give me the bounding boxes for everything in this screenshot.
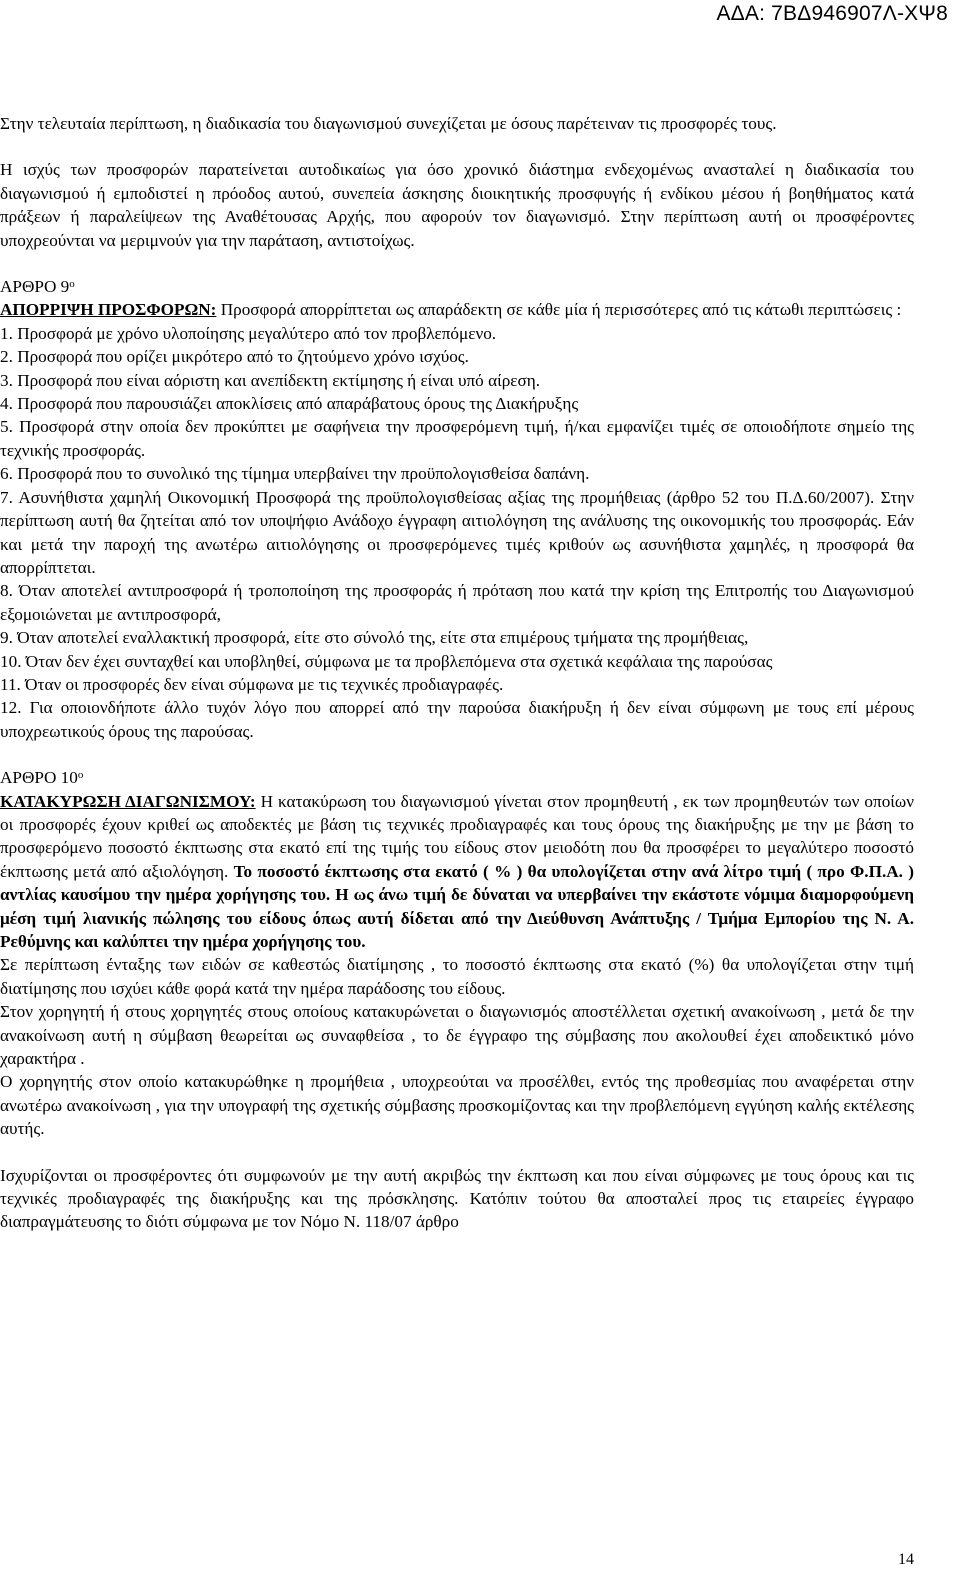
article-9-intro (0, 298, 914, 321)
page-number: 14 (898, 1551, 914, 1568)
article-10-title: ΑΡΘΡΟ 10 (0, 768, 78, 788)
article-10-paragraph-3: Στον χορηγητή ή στους χορηγητές στους οποίους κατακυρώνεται ο διαγωνισμός αποστέλλεται σχετική ανακοίνωση , μετά δε την ανακοίνωση αυτή η σύμβαση θεωρείται ως συναφθείσα , το δε έγγραφο της σύμβασης που ακολουθεί έχει αποδεικτικό μόνο χαρακτήρα . (0, 1002, 914, 1069)
list-item: 9. Όταν αποτελεί εναλλακτική προσφορά, είτε στο σύνολό της, είτε στα επιμέρους τμήματα της προμήθειας, (0, 628, 749, 648)
list-item: 5. Προσφορά στην οποία δεν προκύπτει με σαφήνεια την προσφερόμενη τιμή, ή/και εμφανίζει τιμές σε οποιοδήποτε σημείο της τεχνικής προσφοράς. (0, 417, 914, 460)
list-item: 8. Όταν αποτελεί αντιπροσφορά ή τροποποίηση της προσφοράς ή πρόταση που κατά την κρίση της Επιτροπής του Διαγωνισμού εξομοιώνεται με αντιπροσφορά, (0, 581, 914, 624)
list-item: 1. Προσφορά με χρόνο υλοποίησης μεγαλύτερο από τον προβλεπόμενο. (0, 323, 497, 343)
article-9-lead: Προσφορά απορρίπτεται ως απαράδεκτη σε κάθε μία ή περισσότερες από τις κάτωθι περιπτώσεις : (216, 300, 902, 320)
document-body (0, 112, 914, 1234)
article-10-paragraph-4: Ο χορηγητής στον οποίο κατακυρώθηκε η προμήθεια , υποχρεούται να προσέλθει, εντός της προθεσμίας που αναφέρεται στην ανωτέρω ανακοίνωση , για την υπογραφή της σχετικής σύμβασης προσκομίζοντας και την προβλεπόμενη εγγύηση καλής εκτέλεσης αυτής. (0, 1072, 914, 1139)
article-9-title: ΑΡΘΡΟ 9 (0, 277, 70, 297)
article-10-subject: ΚΑΤΑΚΥΡΩΣΗ ΔΙΑΓΩΝΙΣΜΟΥ: (0, 791, 256, 811)
article-10-paragraph-5: Ισχυρίζονται οι προσφέροντες ότι συμφωνούν με την αυτή ακριβώς την έκπτωση και που είναι σύμφωνες με τους όρους και τις τεχνικές προδιαγραφές της διακήρυξης και της πρόσκλησης. Κατόπιν τούτου θα αποσταλεί προς τις εταιρείες έγγραφο διαπραγμάτευσης το διότι σύμφωνα με τον Νόμο Ν. 118/07 άρθρο (0, 1165, 914, 1232)
list-item: 3. Προσφορά που είναι αόριστη και ανεπίδεκτη εκτίμησης ή είναι υπό αίρεση. (0, 370, 541, 390)
intro-paragraph-2: Η ισχύς των προσφορών παρατείνεται αυτοδικαίως για όσο χρονικό διάστημα ενδεχομένως ανασταλεί η διαδικασία του διαγωνισμού ή εμποδιστεί η πρόοδος αυτού, συνεπεία άσκησης διοικητικής προσφυγής ή ενδίκου μέσου ή βοηθήματος κατά πράξεων ή παραλείψεων της Αναθέτουσας Αρχής, που αφορούν τον διαγωνισμό. Στην περίπτωση αυτή οι προσφέροντες υποχρεούνται να μεριμνούν για την παράταση, αντιστοίχως. (0, 160, 914, 250)
article-10-intro (0, 790, 914, 954)
intro-paragraph-1: Στην τελευταία περίπτωση, η διαδικασία του διαγωνισμού συνεχίζεται με όσους παρέτειναν τις προσφορές τους. (0, 114, 777, 133)
article-10-bold-text: Το ποσοστό έκπτωσης στα εκατό ( % ) θα υπολογίζεται στην ανά λίτρο τιμή ( προ Φ.Π.Α. ) αντλίας καυσίμου την ημέρα χορήγησης του. Η ως άνω τιμή δε δύναται να υπερβαίνει την εκάστοτε νόμιμα διαμορφούμενη μέση τιμή λιανικής πώλησης του είδους όπως αυτή δίδεται από την Διεύθυνση Ανάπτυξης / Τμήμα Εμπορίου της Ν. Α. Ρεθύμνης και καλύπτει την ημέρα χορήγησης του. (0, 861, 914, 951)
list-item: 12. Για οποιονδήποτε άλλο τυχόν λόγο που απορρεί από την παρούσα διακήρυξη ή δεν είναι σύμφωνη με τους επί μέρους υποχρεωτικούς όρους της παρούσας. (0, 698, 914, 741)
article-9-sup: ο (69, 278, 75, 291)
article-10-heading (0, 766, 914, 789)
article-10-sup: ο (77, 769, 84, 782)
list-item: 11. Όταν οι προσφορές δεν είναι σύμφωνα με τις τεχνικές προδιαγραφές. (0, 674, 504, 694)
list-item: 7. Ασυνήθιστα χαμηλή Οικονομική Προσφορά της προϋπολογισθείσας αξίας της προμήθειας (άρθρο 52 του Π.Δ.60/2007). Στην περίπτωση αυτή θα ζητείται από τον υποψήφιο Ανάδοχο έγγραφη αιτιολόγηση της ανάλυσης της οικονομικής του προσφοράς. Εάν και μετά την παροχή της ανωτέρω αιτιολόγησης οι προσφερόμενες τιμές κριθούν ως ασυνήθιστα χαμηλές, η προσφορά θα απορρίπτεται. (0, 487, 914, 577)
article-10-lead: Η κατακύρωση του διαγωνισμού γίνεται στον προμηθευτή , εκ των προμηθευτών των οποίων οι προσφορές έχουν κριθεί ως αποδεκτές με βάση τις τεχνικές προδιαγραφές και τους όρους της διακήρυξης με την με βάση το προσφερόμενο ποσοστό έκπτωσης στα εκατό επί της τιμής του είδους στον μειοδότη που θα προσφέρει το μεγαλύτερο ποσοστό έκπτωσης μετά από αξιολόγηση. (0, 791, 914, 881)
article-9-subject: ΑΠΟΡΡΙΨΗ ΠΡΟΣΦΟΡΩΝ: (0, 300, 217, 320)
list-item: 2. Προσφορά που ορίζει μικρότερο από το ζητούμενο χρόνο ισχύος. (0, 347, 469, 367)
list-item: 4. Προσφορά που παρουσιάζει αποκλίσεις από απαράβατους όρους της Διακήρυξης (0, 394, 579, 414)
list-item: 6. Προσφορά που το συνολικό της τίμημα υπερβαίνει την προϋπολογισθείσα δαπάνη. (0, 464, 590, 484)
list-item: 10. Όταν δεν έχει συνταχθεί και υποβληθεί, σύμφωνα με τα προβλεπόμενα στα σχετικά κεφάλαια της παρούσας (0, 651, 773, 671)
article-10-paragraph-2: Σε περίπτωση ένταξης των ειδών σε καθεστώς διατίμησης , το ποσοστό έκπτωσης στα εκατό (%) θα υπολογίζεται στην τιμή διατίμησης που ισχύει κάθε φορά κατά την ημέρα παράδοσης του είδους. (0, 955, 914, 998)
article-9-heading (0, 275, 914, 298)
ada-code: ΑΔΑ: 7ΒΔ946907Λ-ΧΨ8 (716, 2, 948, 25)
